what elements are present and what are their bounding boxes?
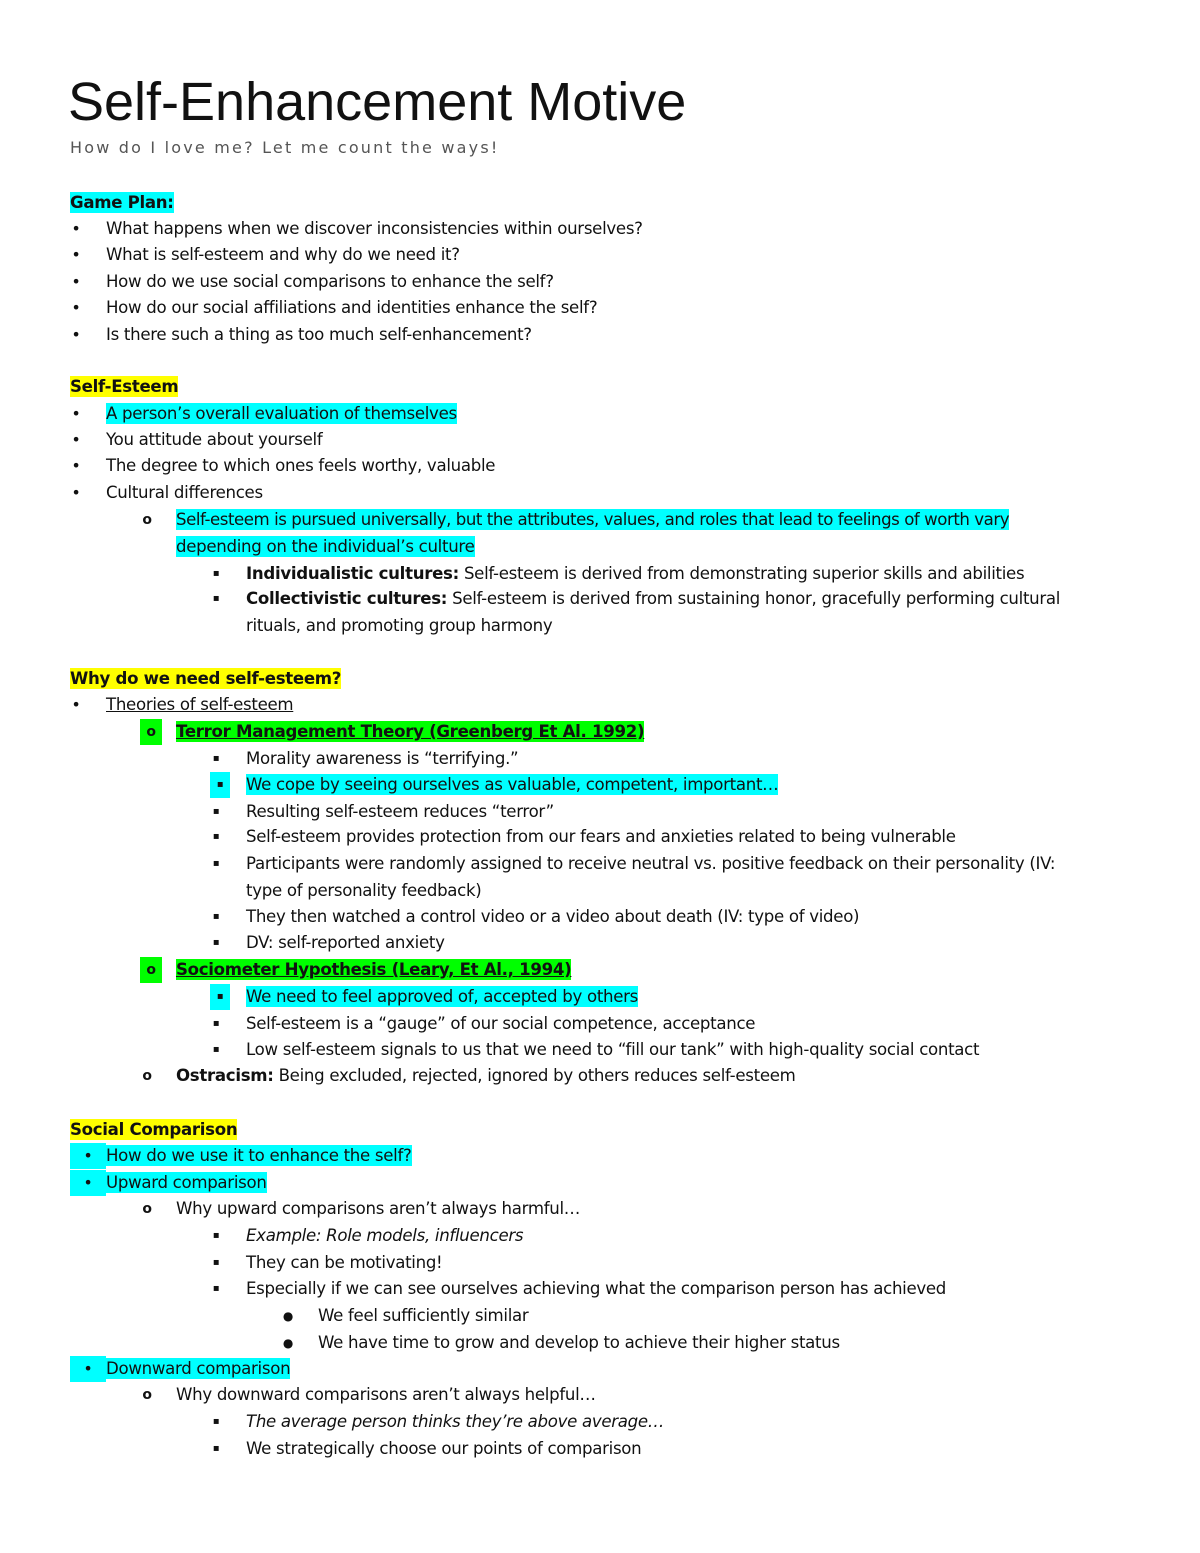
dot-marker: ● [282,1336,294,1350]
list-item: • Theories of self-esteem [70,692,293,718]
list-item: ▪ Participants were randomly assigned to receive neutral vs. positive feedback on their personality (IV: [210,851,1055,877]
list-item: ▪ Self-esteem is a “gauge” of our social competence, acceptance [210,1011,755,1037]
list-item: ▪ DV: self-reported anxiety [210,930,445,956]
bullet-marker: • [71,298,81,317]
square-marker: ▪ [212,1257,220,1268]
list-item-continuation: depending on the individual’s culture [176,537,475,556]
list-item: • Cultural differences [70,480,263,506]
bullet-marker: • [71,245,81,264]
list-item: ▪ The average person thinks they’re above average… [210,1409,664,1435]
bullet-marker: • [71,219,81,238]
square-marker: ▪ [212,937,220,948]
list-item: ● We have time to grow and develop to achieve their higher status [282,1330,840,1356]
list-item: ▪ They then watched a control video or a video about death (IV: type of video) [210,904,859,930]
square-marker: ▪ [212,1416,220,1427]
list-item: o Self-esteem is pursued universally, but the attributes, values, and roles that lead to feelings of worth vary [140,507,1009,533]
list-item: o Terror Management Theory (Greenberg Et Al. 1992) [140,719,644,745]
list-item: • Upward comparison [70,1170,267,1196]
square-marker: ▪ [212,1283,220,1294]
list-item: • A person’s overall evaluation of themselves [70,401,457,427]
list-item: ▪ Example: Role models, influencers [210,1223,523,1249]
circle-marker: o [140,957,162,983]
list-item-continuation: type of personality feedback) [246,881,482,900]
bullet-marker: • [70,1143,106,1169]
bullet-marker: • [71,325,81,344]
square-marker: ▪ [210,772,230,798]
circle-marker: o [142,1068,152,1084]
list-item: • How do we use it to enhance the self? [70,1143,412,1169]
list-item: ▪ Low self-esteem signals to us that we need to “fill our tank” with high-quality social contact [210,1037,979,1063]
list-item: ▪ We cope by seeing ourselves as valuable, competent, important… [210,772,778,798]
dot-marker: ● [282,1309,294,1323]
list-item: ▪ Self-esteem provides protection from our fears and anxieties related to being vulnerable [210,824,956,850]
list-item-continuation: rituals, and promoting group harmony [246,616,553,635]
why-need-heading: Why do we need self-esteem? [70,669,342,688]
circle-marker: o [142,1387,152,1403]
list-item: • You attitude about yourself [70,427,322,453]
bullet-marker: • [70,1356,106,1382]
circle-marker: o [140,719,162,745]
list-item: o Why downward comparisons aren’t always helpful… [140,1382,596,1408]
square-marker: ▪ [212,593,220,604]
list-item: • How do we use social comparisons to enhance the self? [70,269,554,295]
list-item: ▪ Collectivistic cultures: Self-esteem is derived from sustaining honor, gracefully performing cultural [210,586,1060,612]
list-item: ● We feel sufficiently similar [282,1303,528,1329]
square-marker: ▪ [212,753,220,764]
list-item: • The degree to which ones feels worthy, valuable [70,453,495,479]
bullet-marker: • [71,430,81,449]
bullet-marker: • [71,695,81,714]
square-marker: ▪ [212,1230,220,1241]
document-title: Self-Enhancement Motive [68,72,687,132]
square-marker: ▪ [212,858,220,869]
circle-marker: o [142,1201,152,1217]
square-marker: ▪ [210,984,230,1010]
list-item: o Ostracism: Being excluded, rejected, ignored by others reduces self-esteem [140,1063,796,1089]
square-marker: ▪ [212,831,220,842]
list-item: ▪ Morality awareness is “terrifying.” [210,746,518,772]
bullet-marker: • [70,1170,106,1196]
list-item: • Downward comparison [70,1356,290,1382]
bullet-marker: • [71,272,81,291]
list-item: ▪ We need to feel approved of, accepted by others [210,984,638,1010]
list-item: • How do our social affiliations and identities enhance the self? [70,295,597,321]
circle-marker: o [142,512,152,528]
list-item: ▪ Individualistic cultures: Self-esteem is derived from demonstrating superior skills and abilities [210,561,1024,587]
list-item: • What happens when we discover inconsistencies within ourselves? [70,216,643,242]
game-plan-heading: Game Plan: [70,193,174,212]
self-esteem-heading: Self-Esteem [70,377,179,396]
list-item: • What is self-esteem and why do we need it? [70,242,460,268]
document-subtitle: How do I love me? Let me count the ways! [70,138,500,157]
list-item: • Is there such a thing as too much self-enhancement? [70,322,532,348]
square-marker: ▪ [212,806,220,817]
list-item: o Sociometer Hypothesis (Leary, Et Al., 1994) [140,957,571,983]
list-item: ▪ We strategically choose our points of comparison [210,1436,641,1462]
bullet-marker: • [71,483,81,502]
list-item: ▪ They can be motivating! [210,1250,442,1276]
list-item: ▪ Resulting self-esteem reduces “terror” [210,799,554,825]
square-marker: ▪ [212,568,220,579]
bullet-marker: • [71,404,81,423]
square-marker: ▪ [212,911,220,922]
square-marker: ▪ [212,1018,220,1029]
bullet-marker: • [71,456,81,475]
square-marker: ▪ [212,1044,220,1055]
list-item: o Why upward comparisons aren’t always harmful… [140,1196,580,1222]
list-item: ▪ Especially if we can see ourselves achieving what the comparison person has achieved [210,1276,946,1302]
square-marker: ▪ [212,1443,220,1454]
social-comparison-heading: Social Comparison [70,1120,238,1139]
